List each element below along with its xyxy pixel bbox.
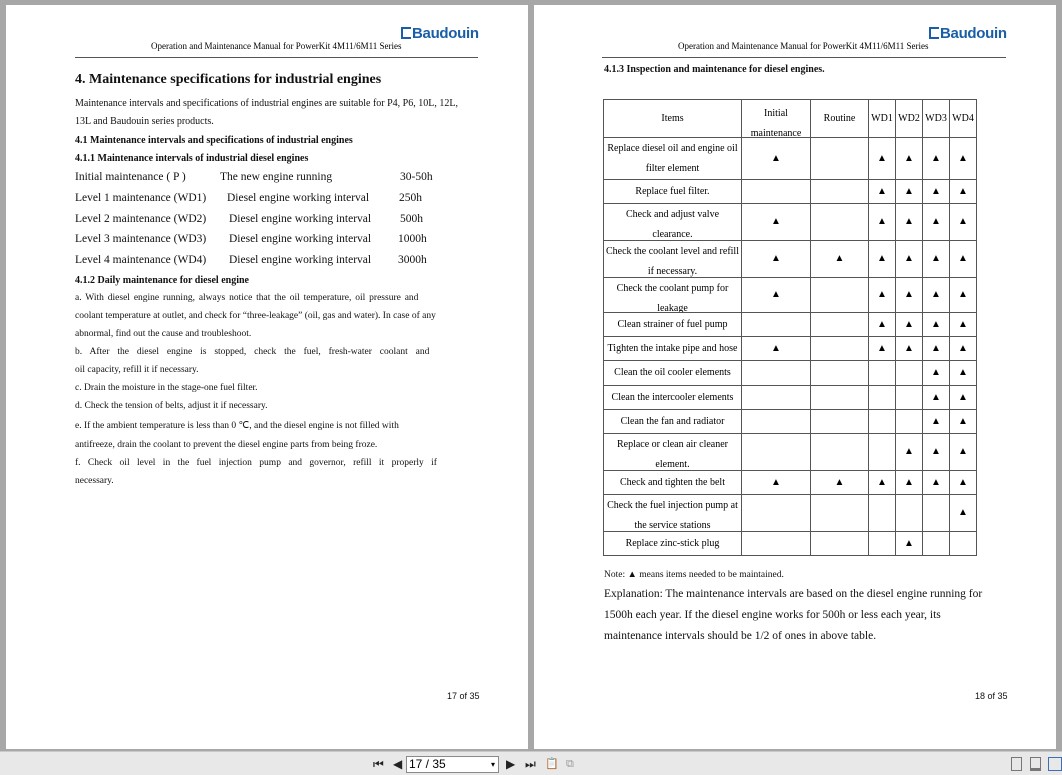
mark-cell <box>869 278 896 313</box>
maintenance-mark-icon: ▲ <box>958 367 968 378</box>
table-note: Note: ▲ means items needed to be maintained. <box>604 570 784 580</box>
maintenance-mark-icon: ▲ <box>877 318 887 330</box>
mark-cell <box>811 278 869 313</box>
maintenance-mark-icon: ▲ <box>877 253 887 264</box>
maintenance-mark-icon: ▲ <box>834 476 845 488</box>
maintenance-mark-icon: ▲ <box>904 318 914 330</box>
maintenance-mark-icon: ▲ <box>931 415 941 427</box>
mark-cell <box>923 434 950 471</box>
mark-cell <box>923 361 950 386</box>
body-line: coolant temperature at outlet, and check for “three-leakage” (oil, gas and water). In case of any <box>75 311 436 321</box>
maintenance-mark-icon: ▲ <box>958 342 968 354</box>
mark-cell <box>869 313 896 337</box>
body-line: d. Check the tension of belts, adjust it if necessary. <box>75 401 268 411</box>
maintenance-mark-icon: ▲ <box>958 318 968 330</box>
table-row <box>604 313 977 337</box>
item-cell: Tighten the intake pipe and hose <box>604 337 742 361</box>
body-line: b. After the diesel engine is stopped, check the fuel, fresh-water coolant and <box>75 347 430 357</box>
page-number-input[interactable]: 17 / 35 ▾ <box>406 756 499 773</box>
mark-cell <box>811 180 869 204</box>
col-header: Routine <box>811 100 869 138</box>
mark-cell <box>923 138 950 180</box>
mark-cell <box>869 361 896 386</box>
maintenance-mark-icon: ▲ <box>834 253 845 264</box>
explanation-line: maintenance intervals should be 1/2 of ones in above table. <box>604 630 877 642</box>
single-page-view-icon[interactable] <box>1011 757 1022 771</box>
table-header-row <box>604 100 977 138</box>
maintenance-mark-icon: ▲ <box>904 216 914 227</box>
body-line: a. With diesel engine running, always notice that the oil temperature, oil pressure and <box>75 293 419 303</box>
maintenance-mark-icon: ▲ <box>958 507 968 518</box>
next-page-icon[interactable]: ▶ <box>506 757 516 771</box>
maintenance-mark-icon: ▲ <box>877 152 887 164</box>
mark-cell <box>896 495 923 532</box>
mark-cell <box>742 241 811 278</box>
body-line: necessary. <box>75 476 114 486</box>
mark-cell <box>950 495 977 532</box>
mark-cell <box>869 434 896 471</box>
body-line: c. Drain the moisture in the stage-one fuel filter. <box>75 383 258 393</box>
mark-cell <box>742 278 811 313</box>
maintenance-mark-icon: ▲ <box>877 476 887 488</box>
maintenance-mark-icon: ▲ <box>931 342 941 354</box>
explanation-line: Explanation: The maintenance intervals are based on the diesel engine running for <box>604 588 983 600</box>
mark-cell <box>811 410 869 434</box>
export-page-icon[interactable]: 📋 <box>545 757 559 770</box>
mark-cell <box>950 278 977 313</box>
maintenance-mark-icon: ▲ <box>931 253 941 264</box>
subsection-heading: 4.1 Maintenance intervals and specifications of industrial engines <box>75 135 353 146</box>
maintenance-mark-icon: ▲ <box>771 289 781 300</box>
mark-cell <box>896 471 923 495</box>
mark-cell <box>896 434 923 471</box>
mark-cell <box>896 361 923 386</box>
table-row <box>604 386 977 410</box>
maintenance-mark-icon: ▲ <box>931 216 941 227</box>
mark-cell <box>742 434 811 471</box>
mark-cell <box>923 180 950 204</box>
item-cell: Clean strainer of fuel pump <box>604 313 742 337</box>
item-cell: Replace zinc-stick plug <box>604 532 742 556</box>
maintenance-mark-icon: ▲ <box>904 342 914 354</box>
mark-cell <box>742 337 811 361</box>
two-page-view-icon[interactable] <box>1048 757 1062 771</box>
mark-cell <box>869 532 896 556</box>
previous-page-icon[interactable]: ◀ <box>393 757 403 771</box>
item-cell: Replace diesel oil and engine oil filter element <box>604 138 742 180</box>
mark-cell <box>896 313 923 337</box>
table-row <box>604 337 977 361</box>
maintenance-mark-icon: ▲ <box>958 253 968 264</box>
mark-cell <box>950 313 977 337</box>
maintenance-mark-icon: ▲ <box>958 446 968 457</box>
mark-cell <box>923 278 950 313</box>
col-header: WD2 <box>896 100 923 138</box>
mark-cell <box>742 471 811 495</box>
intro-line: Maintenance intervals and specifications of industrial engines are suitable for P4, P6, 10L, 12L, <box>75 98 458 109</box>
item-cell: Check the coolant level and refill if necessary. <box>604 241 742 278</box>
mark-cell <box>742 138 811 180</box>
maintenance-mark-icon: ▲ <box>904 185 914 197</box>
baudouin-logo: Baudouin <box>401 25 479 42</box>
maintenance-mark-icon: ▲ <box>958 185 968 197</box>
mark-cell <box>896 410 923 434</box>
maintenance-mark-icon: ▲ <box>877 289 887 300</box>
table-row <box>604 532 977 556</box>
item-cell: Check and tighten the belt <box>604 471 742 495</box>
running-header: Operation and Maintenance Manual for PowerKit 4M11/6M11 Series <box>151 41 402 51</box>
maintenance-mark-icon: ▲ <box>904 289 914 300</box>
header-rule <box>602 57 1006 58</box>
mark-cell <box>923 410 950 434</box>
col-header: Items <box>604 100 742 138</box>
maintenance-mark-icon: ▲ <box>877 185 887 197</box>
item-cell: Replace or clean air cleaner element. <box>604 434 742 471</box>
mark-cell <box>896 278 923 313</box>
subsection-heading: 4.1.1 Maintenance intervals of industrial diesel engines <box>75 153 309 164</box>
continuous-view-icon[interactable] <box>1030 757 1041 771</box>
table-row <box>604 471 977 495</box>
mark-cell <box>811 337 869 361</box>
mark-cell <box>869 337 896 361</box>
mark-cell <box>896 532 923 556</box>
mark-cell <box>896 241 923 278</box>
table-row <box>604 204 977 241</box>
mark-cell <box>896 138 923 180</box>
mark-cell <box>896 386 923 410</box>
maintenance-mark-icon: ▲ <box>931 185 941 197</box>
mark-cell <box>811 495 869 532</box>
mark-cell <box>923 313 950 337</box>
mark-cell <box>950 434 977 471</box>
mark-cell <box>811 313 869 337</box>
body-line: abnormal, find out the cause and troubleshoot. <box>75 329 252 339</box>
mark-cell <box>923 241 950 278</box>
mark-cell <box>923 532 950 556</box>
item-cell: Clean the intercooler elements <box>604 386 742 410</box>
item-cell: Check the fuel injection pump at the service stations <box>604 495 742 532</box>
maintenance-mark-icon: ▲ <box>904 446 914 457</box>
maintenance-mark-icon: ▲ <box>904 253 914 264</box>
page-number: 18 of 35 <box>975 691 1008 701</box>
maintenance-mark-icon: ▲ <box>771 476 781 488</box>
body-line: oil capacity, refill it if necessary. <box>75 365 199 375</box>
mark-cell <box>869 241 896 278</box>
maintenance-mark-icon: ▲ <box>931 318 941 330</box>
mark-cell <box>896 180 923 204</box>
header-rule <box>75 57 478 58</box>
table-row <box>604 410 977 434</box>
table-row <box>604 495 977 532</box>
mark-cell <box>950 337 977 361</box>
maintenance-mark-icon: ▲ <box>904 537 914 549</box>
maintenance-mark-icon: ▲ <box>904 152 914 164</box>
col-header: WD4 <box>950 100 977 138</box>
mark-cell <box>811 138 869 180</box>
mark-cell <box>923 495 950 532</box>
mark-cell <box>923 471 950 495</box>
mark-cell <box>923 337 950 361</box>
maintenance-mark-icon: ▲ <box>931 152 941 164</box>
table-row <box>604 138 977 180</box>
viewer-toolbar <box>0 751 1062 775</box>
page-18 <box>534 5 1056 749</box>
maintenance-mark-icon: ▲ <box>877 342 887 354</box>
mark-cell <box>896 337 923 361</box>
mark-cell <box>742 313 811 337</box>
mark-cell <box>923 386 950 410</box>
maintenance-mark-icon: ▲ <box>958 216 968 227</box>
mark-cell <box>742 410 811 434</box>
mark-cell <box>950 532 977 556</box>
mark-cell <box>811 434 869 471</box>
maintenance-mark-icon: ▲ <box>904 476 914 488</box>
mark-cell <box>742 532 811 556</box>
page-number: 17 of 35 <box>447 691 480 701</box>
mark-cell <box>869 386 896 410</box>
copy-page-icon[interactable]: ⧉ <box>566 757 574 770</box>
table-row <box>604 278 977 313</box>
body-line: e. If the ambient temperature is less than 0 ℃, and the diesel engine is not filled with <box>75 421 399 431</box>
mark-cell <box>811 386 869 410</box>
mark-cell <box>811 204 869 241</box>
col-header: Initial maintenance <box>742 100 811 138</box>
mark-cell <box>950 361 977 386</box>
col-header: WD3 <box>923 100 950 138</box>
mark-cell <box>869 410 896 434</box>
maintenance-mark-icon: ▲ <box>931 476 941 488</box>
mark-cell <box>950 138 977 180</box>
maintenance-table <box>603 99 977 556</box>
mark-cell <box>869 495 896 532</box>
table-row <box>604 180 977 204</box>
mark-cell <box>811 361 869 386</box>
item-cell: Check and adjust valve clearance. <box>604 204 742 241</box>
maintenance-mark-icon: ▲ <box>931 289 941 300</box>
mark-cell <box>742 495 811 532</box>
mark-cell <box>950 471 977 495</box>
mark-cell <box>742 180 811 204</box>
mark-cell <box>896 204 923 241</box>
item-cell: Clean the oil cooler elements <box>604 361 742 386</box>
item-cell: Check the coolant pump for leakage <box>604 278 742 313</box>
intro-line: 13L and Baudouin series products. <box>75 116 214 127</box>
maintenance-mark-icon: ▲ <box>771 342 781 354</box>
mark-cell <box>869 204 896 241</box>
last-page-icon[interactable]: ⏭ <box>525 757 536 771</box>
table-row <box>604 241 977 278</box>
maintenance-mark-icon: ▲ <box>931 391 941 403</box>
mark-cell <box>950 241 977 278</box>
item-cell: Replace fuel filter. <box>604 180 742 204</box>
item-cell: Clean the fan and radiator <box>604 410 742 434</box>
mark-cell <box>742 386 811 410</box>
mark-cell <box>869 180 896 204</box>
first-page-icon[interactable]: ⏮ <box>373 757 384 771</box>
maintenance-mark-icon: ▲ <box>958 152 968 164</box>
maintenance-mark-icon: ▲ <box>958 415 968 427</box>
explanation-line: 1500h each year. If the diesel engine works for 500h or less each year, its <box>604 609 941 621</box>
mark-cell <box>742 204 811 241</box>
running-header: Operation and Maintenance Manual for PowerKit 4M11/6M11 Series <box>678 41 929 51</box>
baudouin-logo: Baudouin <box>929 25 1007 42</box>
mark-cell <box>869 138 896 180</box>
body-line: antifreeze, drain the coolant to prevent the diesel engine parts from being froze. <box>75 440 378 450</box>
mark-cell <box>950 410 977 434</box>
subsection-heading: 4.1.3 Inspection and maintenance for diesel engines. <box>604 64 825 75</box>
mark-cell <box>950 204 977 241</box>
maintenance-mark-icon: ▲ <box>958 289 968 300</box>
mark-cell <box>923 204 950 241</box>
mark-cell <box>811 241 869 278</box>
chevron-down-icon[interactable]: ▾ <box>490 760 495 769</box>
maintenance-mark-icon: ▲ <box>958 391 968 403</box>
mark-cell <box>811 532 869 556</box>
maintenance-mark-icon: ▲ <box>771 216 781 227</box>
maintenance-mark-icon: ▲ <box>958 476 968 488</box>
maintenance-mark-icon: ▲ <box>877 216 887 227</box>
mark-cell <box>742 361 811 386</box>
mark-cell <box>950 180 977 204</box>
maintenance-mark-icon: ▲ <box>771 152 781 164</box>
maintenance-mark-icon: ▲ <box>931 367 941 378</box>
col-header: WD1 <box>869 100 896 138</box>
subsection-heading: 4.1.2 Daily maintenance for diesel engine <box>75 275 249 286</box>
table-row <box>604 434 977 471</box>
body-line: f. Check oil level in the fuel injection pump and governor, refill it properly if <box>75 458 437 468</box>
section-heading: 4. Maintenance specifications for industrial engines <box>75 72 382 87</box>
maintenance-mark-icon: ▲ <box>931 446 941 457</box>
table-row <box>604 361 977 386</box>
page-17: Baudouin Operation and Maintenance Manual for PowerKit 4M11/6M11 Series 4. Maintenance specifications for industrial engines Maintenance intervals and specifications of industrial engines are suitable for P4, P6, 10L, 12L, 13L and Baudouin series products. 4.1 Maintenance intervals and specifications of industrial engines 4.1.1 Maintenance intervals of industrial diesel engines Initial maintenance ( P ) The new engine running 30-50h Level 1 maintenance (WD1) Diesel engine working interval 250h Level 2 maintenance (WD2) Diesel engine working interval 500h Level 3 maintenance (WD3) Diesel engine working interval 1000h Level 4 maintenance (WD4) Diesel engine working interval 3000h 4.1.2 Daily maintenance for diesel engine a. With diesel engine running, always notice that the oil temperature, oil pressure and coolant temperature at outlet, and check for “three-leakage” (oil, gas and water). In case of any abnormal, find out the cause and troubleshoot. b. After the diesel engine is stopped, check the fuel, fresh-water coolant and oil capacity, refill it if necessary. c. Drain the moisture in the stage-one fuel filter. d. Check the tension of belts, adjust it if necessary. e. If the ambient temperature is less than 0 ℃, and the diesel engine is not filled with antifreeze, drain the coolant to prevent the diesel engine parts from being froze. f. Check oil level in the fuel injection pump and governor, refill it properly if necessary. 17 of 35 <box>6 5 528 749</box>
maintenance-mark-icon: ▲ <box>771 253 781 264</box>
mark-cell <box>869 471 896 495</box>
mark-cell <box>950 386 977 410</box>
mark-cell <box>811 471 869 495</box>
